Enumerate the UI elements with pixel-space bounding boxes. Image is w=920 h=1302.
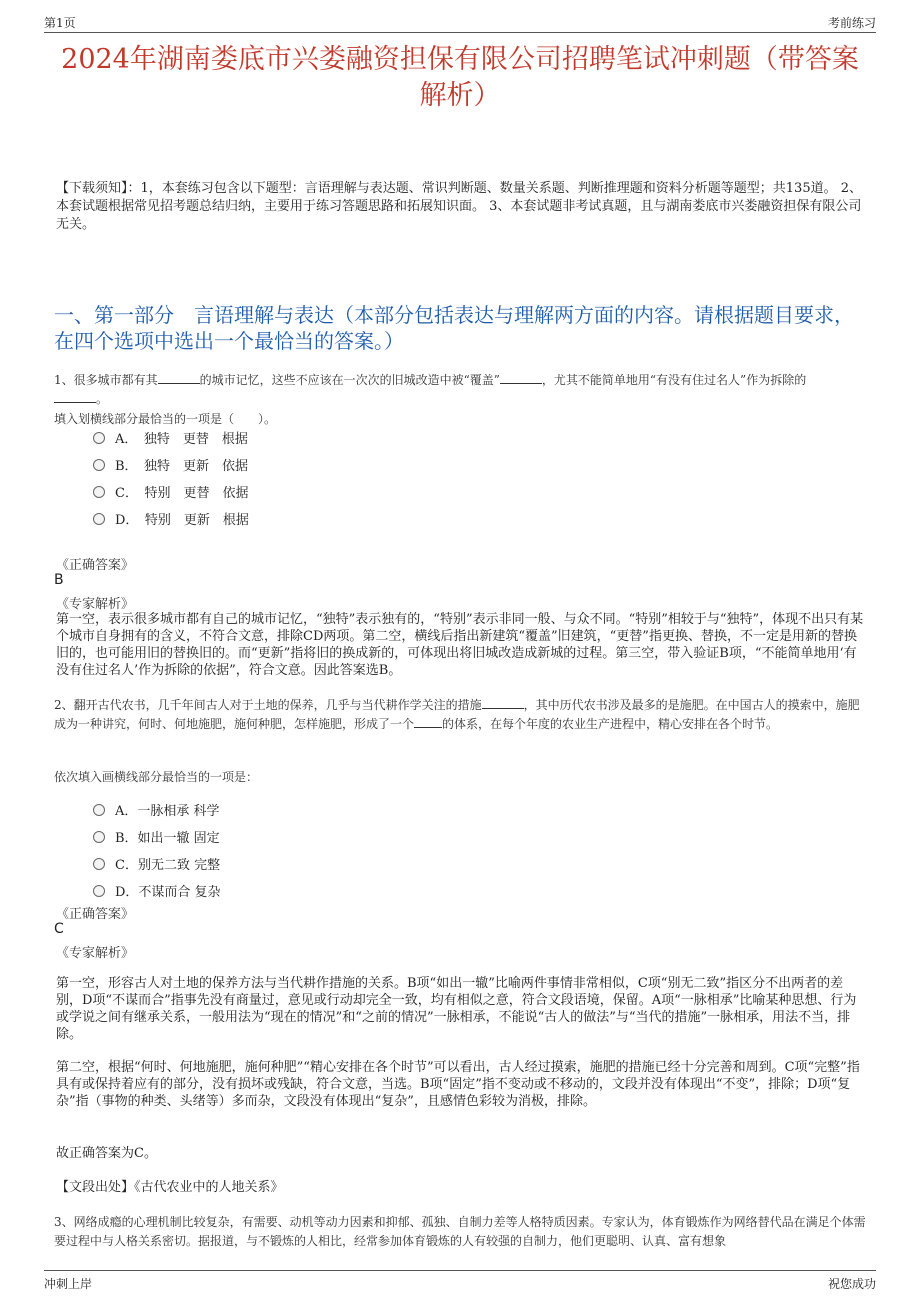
option-label: A．一脉相承 科学 [115,804,220,819]
option-label: D．不谋而合 复杂 [115,885,221,900]
page-number: 第1页 [44,16,76,30]
footer-right: 祝您成功 [827,1277,876,1291]
radio-icon[interactable] [93,513,105,525]
header-tag: 考前练习 [827,16,876,30]
q1-analysis-label: 《专家解析》 [56,597,135,612]
q2-option-c[interactable] [93,856,220,876]
q2-answer-label: 《正确答案》 [56,907,135,922]
q2-option-b[interactable] [93,829,220,849]
download-notice: 【下载须知】：1，本套练习包含以下题型：言语理解与表达题、常识判断题、数量关系题、判断推理题和资料分析题等题型；共135道。 2、本套试题根据常见招考题总结归纳，主要用于练习答题思路和拓展知识面。 3、本套试题非考试真题，且与湖南娄底市兴娄融资担保有限公司无关。 [56,181,862,232]
blank [54,402,96,403]
q2-conclusion: 故正确答案为C。 [56,1146,157,1161]
option-label: A． 独特 更替 根据 [115,432,248,447]
q1-text-1: 1、很多城市都有其 [54,373,158,387]
question-2-stem [54,696,868,734]
q1-option-a[interactable] [93,430,248,450]
q1-answer-label: 《正确答案》 [56,558,135,573]
page-footer [44,1270,876,1291]
q2-analysis-label: 《专家解析》 [56,946,135,961]
option-label: B． 独特 更新 依据 [115,459,249,474]
q2-option-a[interactable] [93,802,220,822]
q2-text-2: ，其中历代农书涉及最多的是施肥。在中国古人的摸索中，施肥成为一种讲究，何时、何地施肥，施何种肥，怎样施肥，形成了一个 [54,698,860,731]
radio-icon[interactable] [93,432,105,444]
radio-icon[interactable] [93,831,105,843]
q1-answer: B [54,572,64,588]
blank [500,383,542,384]
q1-text-3: ，尤其不能简单地用“有没有住过名人”作为拆除的 [541,373,807,387]
q2-analysis-1: 第一空，形容古人对土地的保养方法与当代耕作措施的关系。B项“如出一辙”比喻两件事情非常相似，C项“别无二致”指区分不出两者的差别，D项“不谋而合”指事先没有商量过，意见或行动却完全一致，均有相似之意，符合文段语境，保留。A项“一脉相承”比喻某种思想、行为或学说之间有继承关系，一般用法为“现在的情况”和“之前的情况”一脉相承，不能说“古人的做法”与“当代的措施”一脉相承，用法不当，排除。 [56,976,857,1042]
q2-option-d[interactable] [93,883,221,903]
blank [414,727,442,728]
radio-icon[interactable] [93,459,105,471]
radio-icon[interactable] [93,858,105,870]
q2-analysis-2: 第二空，根据“何时、何地施肥，施何种肥”“精心安排在各个时节”可以看出，古人经过摸索，施肥的措施已经十分完善和周到。C项“完整”指具有或保持着应有的部分，没有损坏或残缺，符合文意，当选。B项“固定”指不变动或不移动的，文段并没有体现出“不变”，排除；D项“复杂”指（事物的种类、头绪等）多而杂，文段没有体现出“复杂”，且感情色彩较为消极，排除。 [56,1060,860,1109]
q2-answer: C [54,921,64,937]
question-1-prompt: 填入划横线部分最恰当的一项是（ ）。 [54,412,277,426]
q1-option-c[interactable] [93,484,248,504]
footer-left: 冲刺上岸 [44,1277,93,1291]
q1-analysis: 第一空，表示很多城市都有自己的城市记忆，“独特”表示独有的，“特别”表示非同一般、与众不同。“特别”相较于与“独特”，体现不出只有某个城市自身拥有的含义，不符合文意，排除CD两项。第二空，横线后指出新建筑“覆盖”旧建筑，“更替”指更换、替换，不一定是用新的替换旧的，也可能用旧的替换旧的。而“更新”指将旧的换成新的，可体现出将旧城改造成新城的过程。第三空，带入验证B项，“不能简单地用‘有没有住过名人’作为拆除的依据”，符合文意。因此答案选B。 [56,612,864,678]
option-label: D． 特别 更新 根据 [115,513,249,528]
question-2-prompt: 依次填入画横线部分最恰当的一项是： [54,770,259,784]
radio-icon[interactable] [93,486,105,498]
question-3-stem: 3、网络成瘾的心理机制比较复杂，有需要、动机等动力因素和抑郁、孤独、自制力差等人格特质因素。专家认为，体育锻炼作为网络替代品在满足个体需要过程中与人格关系密切。据报道，与不锻炼的人相比，经常参加体育锻炼的人有较强的自制力，他们更聪明、认真、富有想象 [54,1215,866,1248]
section-heading: 一、第一部分 言语理解与表达（本部分包括表达与理解两方面的内容。请根据题目要求，在四个选项中选出一个最恰当的答案。） [54,303,854,353]
q1-option-b[interactable] [93,457,248,477]
q1-option-d[interactable] [93,511,249,531]
option-label: C．别无二致 完整 [115,858,221,873]
q2-text-1: 2、翻开古代农书，几千年间古人对于土地的保养，几乎与当代耕作学关注的措施 [54,698,482,712]
q1-text-4: 。 [96,392,109,406]
option-label: B．如出一辙 固定 [115,831,220,846]
question-1-stem [54,371,868,409]
option-label: C． 特别 更替 依据 [115,486,249,501]
q2-text-3: 的体系，在每个年度的农业生产进程中，精心安排在各个时节。 [442,717,779,731]
q2-source: 【文段出处】《古代农业中的人地关系》 [56,1180,284,1195]
radio-icon[interactable] [93,885,105,897]
document-title: 2024年湖南娄底市兴娄融资担保有限公司招聘笔试冲刺题（带答案解析） [61,44,859,111]
blank [158,383,200,384]
q1-text-2: 的城市记忆，这些不应该在一次次的旧城改造中被“覆盖” [199,373,500,387]
radio-icon[interactable] [93,804,105,816]
blank [482,708,524,709]
page-header [44,12,876,33]
